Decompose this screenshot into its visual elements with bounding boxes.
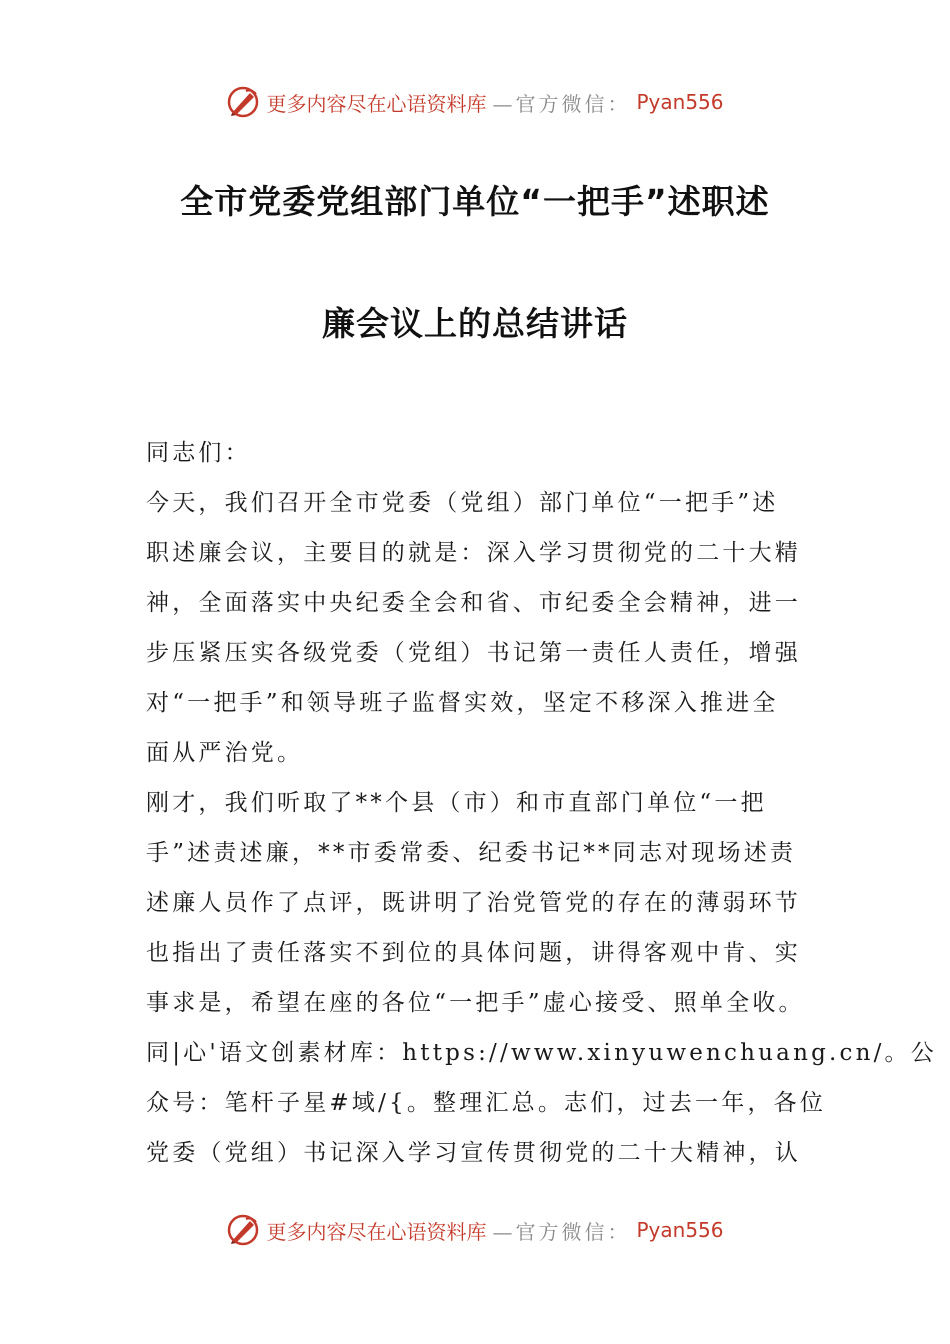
document-title-line-2: 廉会议上的总结讲话 <box>322 304 628 343</box>
body-line: 手”述责述廉，**市委常委、纪委书记**同志对现场述责 <box>146 840 797 866</box>
footer-separator-text: —官方微信： <box>492 1219 631 1244</box>
header-site-text: 更多内容尽在心语资料库 <box>266 91 487 116</box>
document-title-line-1: 全市党委党组部门单位“一把手”述职述 <box>180 182 770 221</box>
body-line: 党委（党组）书记深入学习宣传贯彻党的二十大精神，认 <box>146 1140 801 1166</box>
body-line: 职述廉会议，主要目的就是：深入学习贯彻党的二十大精 <box>146 540 801 566</box>
body-line: 今天，我们召开全市党委（党组）部门单位“一把手”述 <box>146 490 779 516</box>
footer-wechat-id: Pyan556 <box>636 1218 724 1242</box>
body-line: 神，全面落实中央纪委全会和省、市纪委全会精神，进一 <box>146 590 801 616</box>
pen-logo-icon <box>226 1213 260 1247</box>
footer-site-text: 更多内容尽在心语资料库 <box>266 1219 487 1244</box>
body-line: 对“一把手”和领导班子监督实效，坚定不移深入推进全 <box>146 690 779 716</box>
pen-logo-icon <box>226 85 260 119</box>
body-line: 面从严治党。 <box>146 740 304 766</box>
body-line-with-link: 同|心'语文创素材库：https://www.xinyuwenchuang.cn/。公 <box>146 1040 937 1066</box>
body-line: 事求是，希望在座的各位“一把手”虚心接受、照单全收。 <box>146 990 805 1016</box>
header-separator-text: —官方微信： <box>492 91 631 116</box>
body-line: 众号：笔杆子星#域/{。整理汇总。志们，过去一年，各位 <box>146 1090 827 1116</box>
header-wechat-id: Pyan556 <box>636 90 724 114</box>
body-line: 刚才，我们听取了**个县（市）和市直部门单位“一把 <box>146 790 767 816</box>
body-line: 步压紧压实各级党委（党组）书记第一责任人责任，增强 <box>146 640 801 666</box>
document-body <box>146 428 937 1178</box>
body-line: 述廉人员作了点评，既讲明了治党管党的存在的薄弱环节 <box>146 890 801 916</box>
footer-banner <box>0 1210 950 1250</box>
header-banner <box>0 82 950 122</box>
body-line: 同志们： <box>146 440 251 466</box>
body-line: 也指出了责任落实不到位的具体问题，讲得客观中肯、实 <box>146 940 801 966</box>
